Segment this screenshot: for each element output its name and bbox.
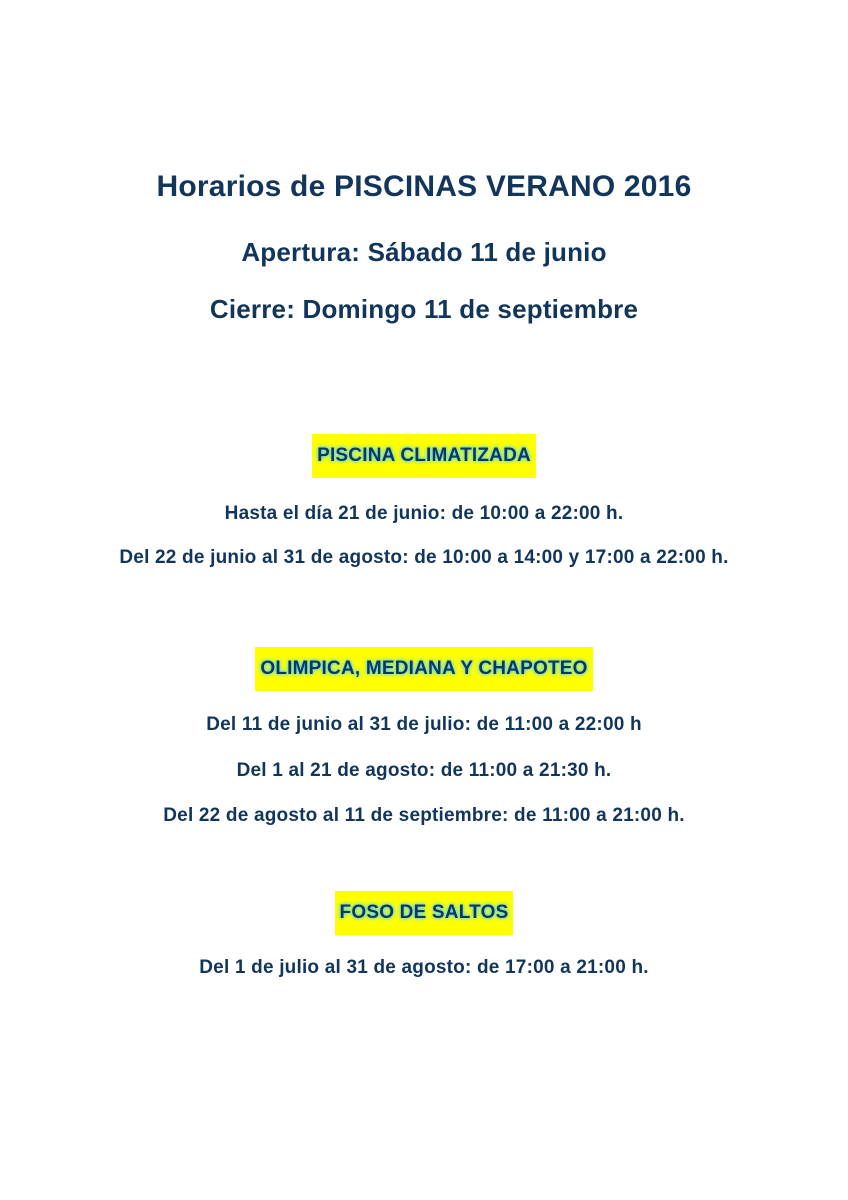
schedule-line: Hasta el día 21 de junio: de 10:00 a 22:00 h. xyxy=(224,503,624,524)
page-title: Horarios de PISCINAS VERANO 2016 xyxy=(156,170,692,203)
section-heading-foso: FOSO DE SALTOS xyxy=(335,891,514,935)
section-foso xyxy=(0,891,848,935)
schedule-line: Del 11 de junio al 31 de julio: de 11:00 a 22:00 h xyxy=(206,714,642,735)
section-heading-climatizada: PISCINA CLIMATIZADA xyxy=(312,434,536,478)
opening-date: Apertura: Sábado 11 de junio xyxy=(241,237,607,267)
schedule-line: Del 22 de junio al 31 de agosto: de 10:00 a 14:00 y 17:00 a 22:00 h. xyxy=(119,547,729,568)
schedule-line: Del 22 de agosto al 11 de septiembre: de 11:00 a 21:00 h. xyxy=(163,805,685,826)
closing-date: Cierre: Domingo 11 de septiembre xyxy=(209,294,639,324)
schedule-line: Del 1 de julio al 31 de agosto: de 17:00 a 21:00 h. xyxy=(199,957,649,978)
section-climatizada xyxy=(0,434,848,478)
schedule-line: Del 1 al 21 de agosto: de 11:00 a 21:30 h. xyxy=(236,760,612,781)
section-olimpica xyxy=(0,647,848,691)
section-heading-olimpica: OLIMPICA, MEDIANA Y CHAPOTEO xyxy=(255,647,592,691)
